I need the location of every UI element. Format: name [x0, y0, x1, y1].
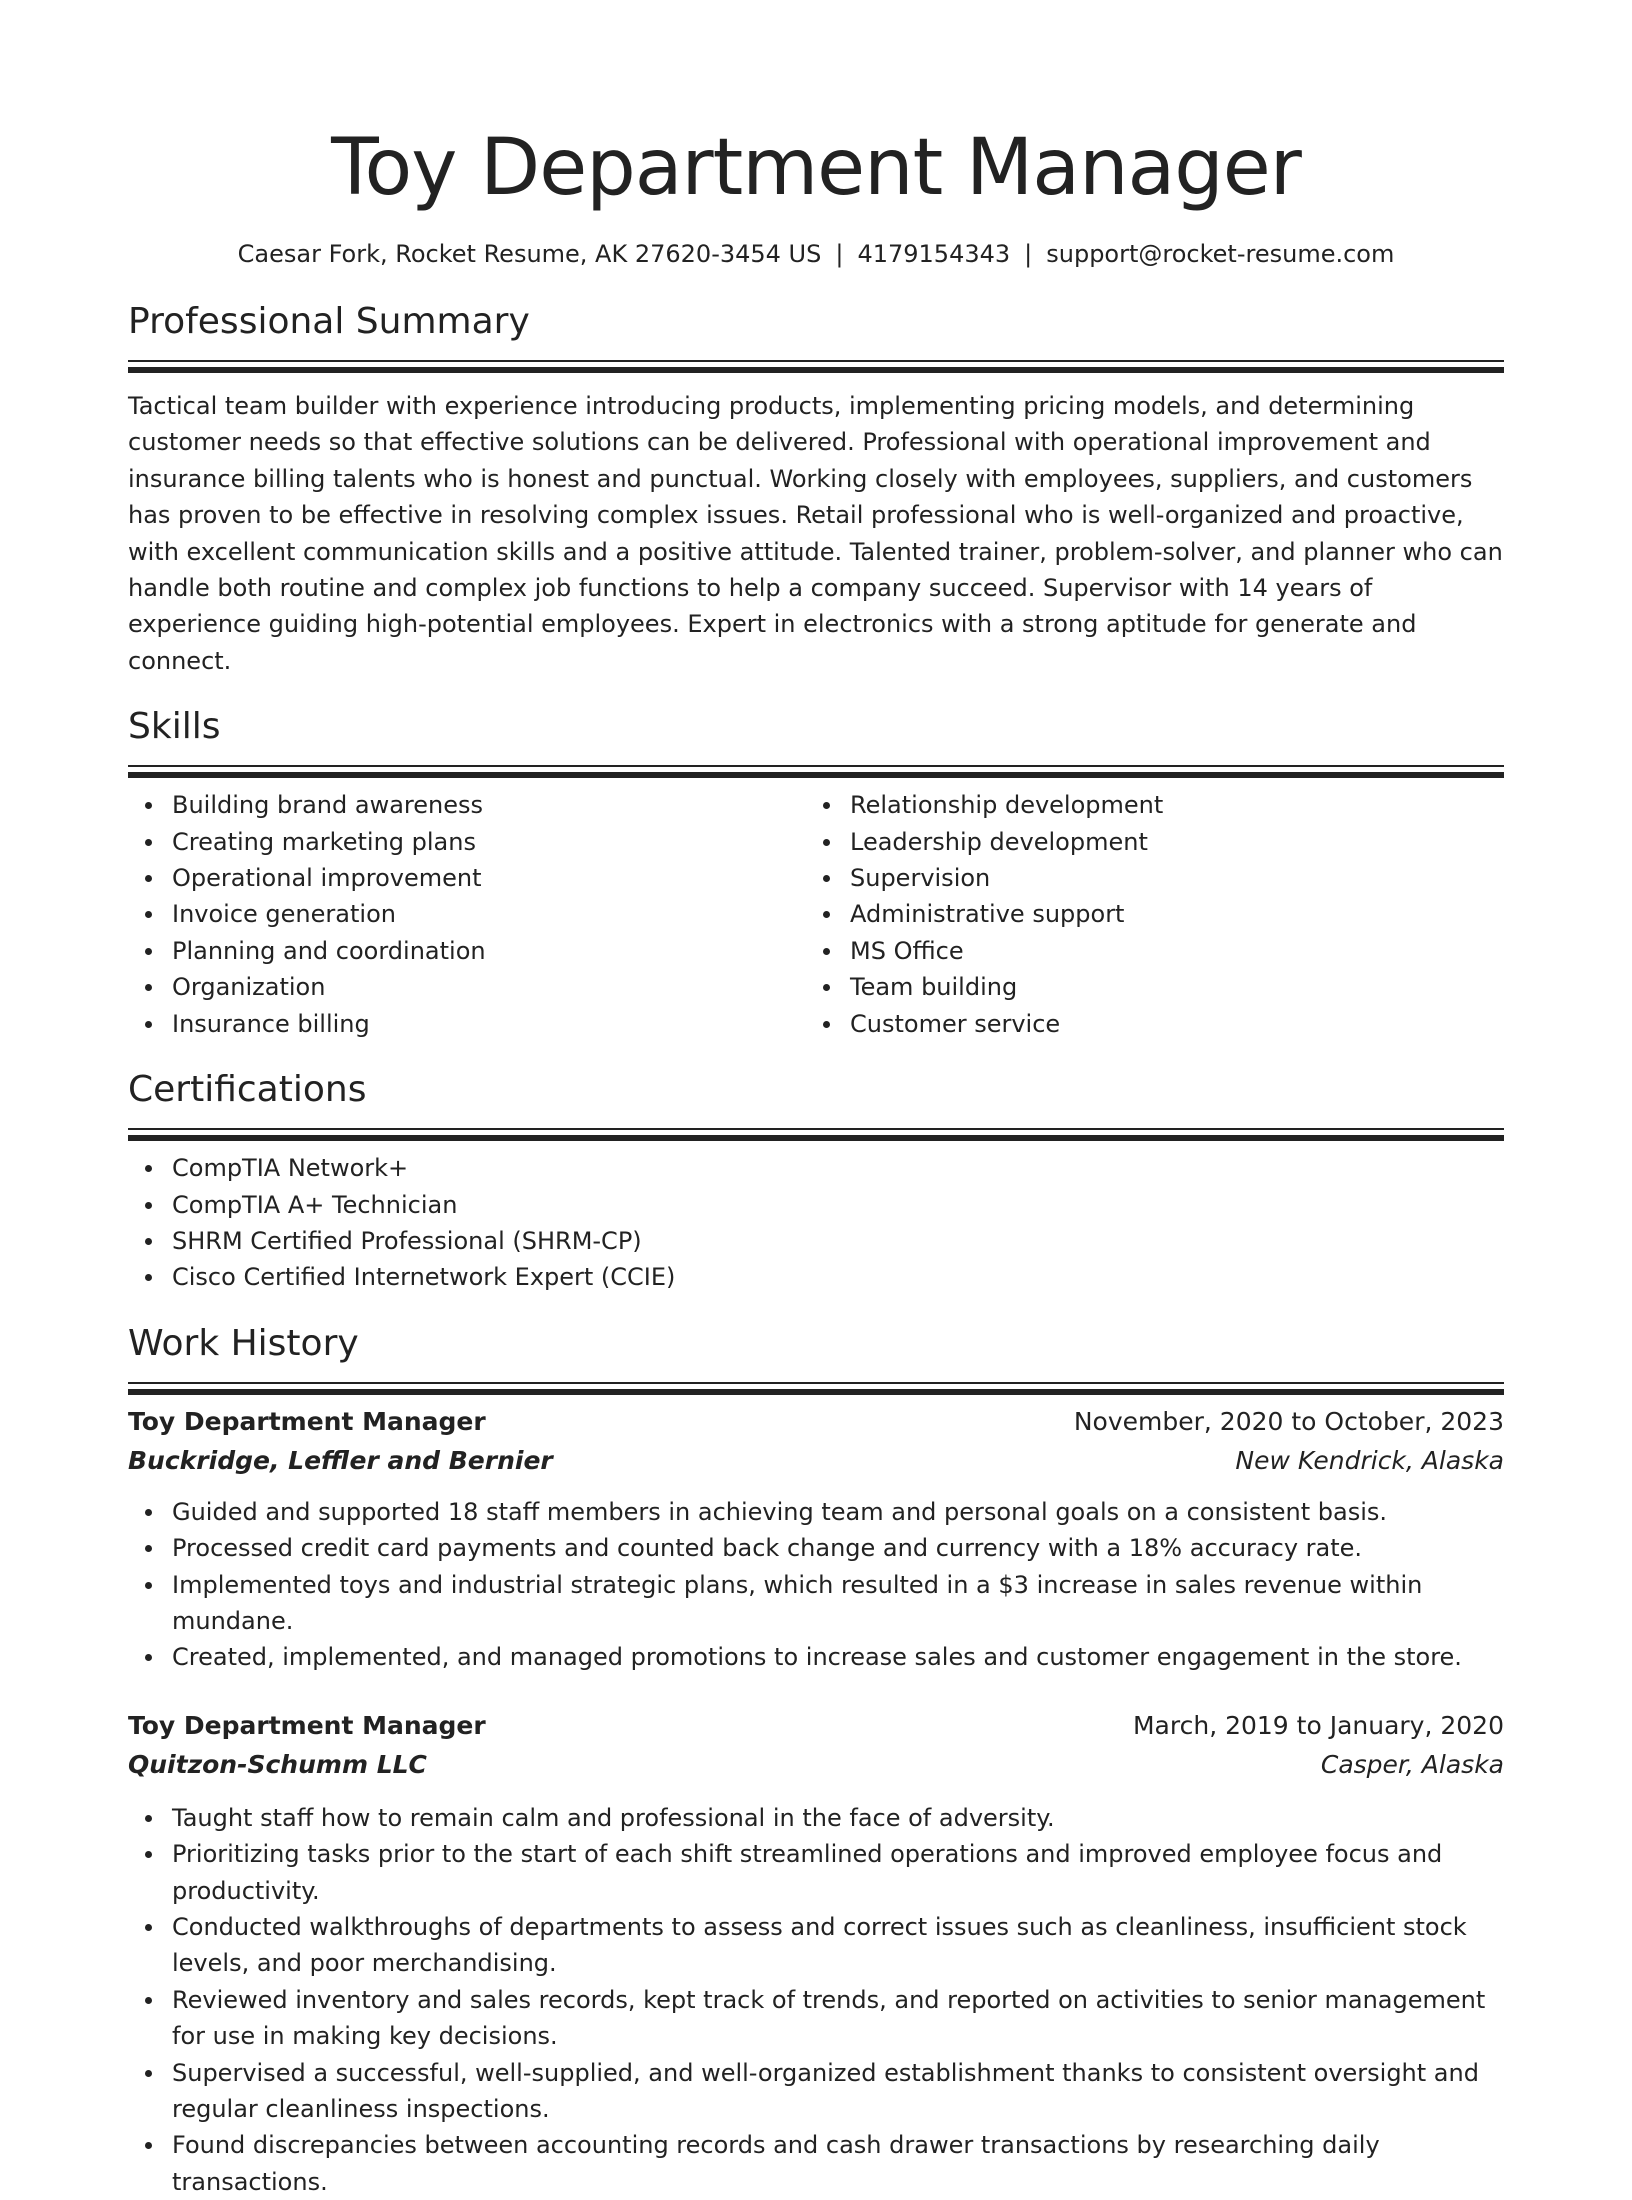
- job-company: Buckridge, Leffler and Bernier: [128, 1445, 553, 1475]
- section-divider: [128, 765, 1504, 767]
- skill-item: Team building: [806, 969, 1484, 1005]
- skill-item: Operational improvement: [128, 860, 806, 896]
- job-bullet: Taught staff how to remain calm and professional in the face of adversity.: [128, 1800, 1504, 1836]
- skills-grid: [128, 787, 1504, 1042]
- certification-item: CompTIA Network+: [128, 1150, 1504, 1186]
- job-bullets: [128, 1494, 1504, 1676]
- job-bullet: Supervised a successful, well-supplied, and well-organized establishment thanks to consistent oversight and regular cleanliness inspections.: [128, 2055, 1504, 2128]
- resume-page: [128, 0, 1504, 2200]
- job-dates: March, 2019 to January, 2020: [1132, 1710, 1504, 1740]
- section-title-skills: Skills: [128, 706, 221, 748]
- contact-address: Caesar Fork, Rocket Resume, AK 27620-3454 US: [237, 240, 822, 268]
- section-title-certifications: Certifications: [128, 1069, 367, 1111]
- section-divider: [128, 1382, 1504, 1384]
- skills-column-left: [128, 787, 806, 1042]
- section-title-work-history: Work History: [128, 1322, 359, 1364]
- skill-item: Leadership development: [806, 824, 1484, 860]
- job-dates: November, 2020 to October, 2023: [1073, 1406, 1504, 1436]
- job-bullet: Created, implemented, and managed promotions to increase sales and customer engagement in the store.: [128, 1639, 1504, 1675]
- certification-item: Cisco Certified Internetwork Expert (CCIE): [128, 1259, 1504, 1295]
- job-title: Toy Department Manager: [128, 1406, 486, 1436]
- summary-section: [128, 298, 1504, 679]
- job-bullet: Prioritizing tasks prior to the start of each shift streamlined operations and improved employee focus and productivity.: [128, 1836, 1504, 1909]
- job-entry: [128, 1706, 1504, 2200]
- job-header: [128, 1402, 1504, 1442]
- skill-item: Insurance billing: [128, 1006, 806, 1042]
- job-location: New Kendrick, Alaska: [1235, 1445, 1504, 1475]
- job-bullet: Found discrepancies between accounting records and cash drawer transactions by researching daily transactions.: [128, 2127, 1504, 2200]
- skills-column-right: [806, 787, 1484, 1042]
- resume-name-heading: Toy Department Manager: [331, 123, 1301, 213]
- job-bullet: Conducted walkthroughs of departments to assess and correct issues such as cleanliness, insufficient stock levels, and poor merchandising.: [128, 1909, 1504, 1982]
- skill-item: Organization: [128, 969, 806, 1005]
- job-entry: [128, 1402, 1504, 1676]
- skill-item: Building brand awareness: [128, 787, 806, 823]
- job-location: Casper, Alaska: [1320, 1749, 1504, 1779]
- skill-item: Administrative support: [806, 896, 1484, 932]
- contact-separator: |: [835, 240, 844, 268]
- section-title-summary: Professional Summary: [128, 301, 530, 342]
- job-company: Quitzon-Schumm LLC: [128, 1749, 427, 1779]
- job-bullet: Reviewed inventory and sales records, kept track of trends, and reported on activities to senior management for use in making key decisions.: [128, 1982, 1504, 2055]
- job-title: Toy Department Manager: [128, 1710, 486, 1740]
- skill-item: Supervision: [806, 860, 1484, 896]
- summary-text: Tactical team builder with experience introducing products, implementing pricing models, and determining customer needs so that effective solutions can be delivered. Professional with operational improvement and insurance billing talents who is honest and punctual. Working closely with employees, suppliers, and customers has proven to be effective in resolving complex issues. Retail professional who is well-organized and proactive, with excellent communication skills and a positive attitude. Talented trainer, problem-solver, and planner who can handle both routine and complex job functions to help a company succeed. Supervisor with 14 years of experience guiding high-potential employees. Expert in electronics with a strong aptitude for generate and connect.: [128, 392, 1503, 675]
- skill-item: Relationship development: [806, 787, 1484, 823]
- job-bullet: Guided and supported 18 staff members in achieving team and personal goals on a consistent basis.: [128, 1494, 1504, 1530]
- work-history-section: [128, 1320, 1504, 2200]
- contact-separator: |: [1024, 240, 1033, 268]
- section-divider: [128, 1128, 1504, 1130]
- skill-item: MS Office: [806, 933, 1484, 969]
- certifications-list: [128, 1150, 1504, 1296]
- job-subheader: [128, 1746, 1504, 1784]
- skill-item: Creating marketing plans: [128, 824, 806, 860]
- skills-section: [128, 703, 1504, 1042]
- certifications-section: [128, 1066, 1504, 1296]
- job-bullet: Implemented toys and industrial strategic plans, which resulted in a $3 increase in sales revenue within mundane.: [128, 1567, 1504, 1640]
- contact-email: support@rocket-resume.com: [1046, 240, 1395, 268]
- contact-phone: 4179154343: [857, 240, 1011, 268]
- skill-item: Invoice generation: [128, 896, 806, 932]
- job-header: [128, 1706, 1504, 1746]
- certification-item: SHRM Certified Professional (SHRM-CP): [128, 1223, 1504, 1259]
- contact-line: [128, 238, 1504, 270]
- job-bullet: Processed credit card payments and counted back change and currency with a 18% accuracy rate.: [128, 1530, 1504, 1566]
- job-bullets: [128, 1800, 1504, 2200]
- certification-item: CompTIA A+ Technician: [128, 1187, 1504, 1223]
- skill-item: Planning and coordination: [128, 933, 806, 969]
- job-subheader: [128, 1442, 1504, 1480]
- section-divider: [128, 360, 1504, 362]
- skill-item: Customer service: [806, 1006, 1484, 1042]
